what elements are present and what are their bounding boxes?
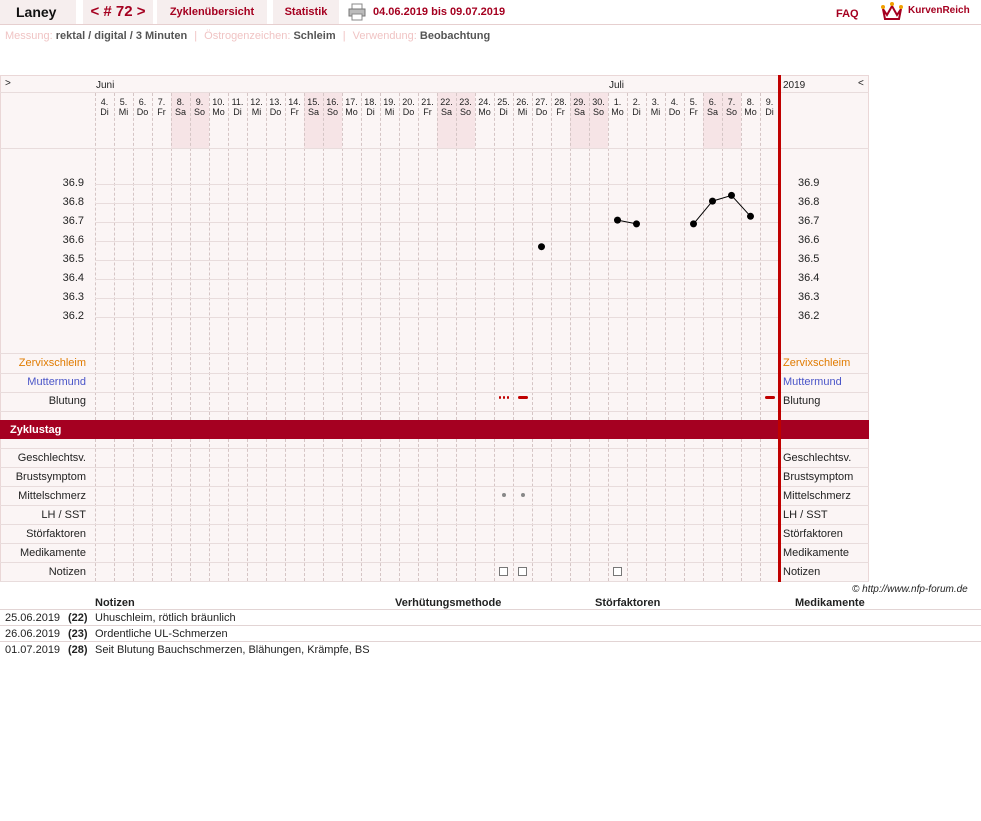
row-line <box>0 581 869 582</box>
crown-logo-icon <box>880 1 904 21</box>
y-tick-label-right: 36.4 <box>798 272 820 284</box>
y-tick-label: 36.7 <box>62 215 84 227</box>
lower-row-label-right-4: Störfaktoren <box>783 528 843 540</box>
day-number: 28. <box>554 97 567 107</box>
day-weekday: Mo <box>744 107 757 117</box>
day-gridline <box>418 93 419 420</box>
lower-row-label-right-5: Medikamente <box>783 547 850 559</box>
day-gridline <box>323 93 324 420</box>
day-number: 6. <box>138 97 147 107</box>
day-weekday: Mo <box>611 107 624 117</box>
day-number: 9. <box>195 97 204 107</box>
day-gridline <box>741 439 742 581</box>
bleeding-marker <box>765 396 775 399</box>
verwendung-value: Beobachtung <box>419 30 491 42</box>
day-gridline <box>703 93 704 420</box>
day-gridline <box>513 93 514 420</box>
copyright: © http://www.nfp-forum.de <box>852 584 968 595</box>
day-gridline <box>342 93 343 420</box>
row-label-2: Blutung <box>48 395 86 407</box>
row-line <box>0 448 869 449</box>
day-gridline <box>361 93 362 420</box>
note-icon[interactable] <box>499 567 508 576</box>
current-day-marker <box>778 75 781 582</box>
lower-row-label-4: Störfaktoren <box>26 528 86 540</box>
day-weekday: Sa <box>174 107 186 117</box>
day-weekday: Di <box>366 107 375 117</box>
row-line <box>0 392 869 393</box>
day-number: 18. <box>364 97 377 107</box>
day-number: 5. <box>119 97 128 107</box>
day-gridline <box>532 93 533 420</box>
info-line <box>5 30 490 42</box>
zyklustag-bar <box>0 420 869 439</box>
day-gridline <box>285 439 286 581</box>
y-tick-label: 36.3 <box>62 291 84 303</box>
day-gridline <box>551 93 552 420</box>
faq-link[interactable]: FAQ <box>836 8 859 20</box>
day-weekday: So <box>193 107 205 117</box>
day-weekday: Do <box>269 107 282 117</box>
day-number: 30. <box>592 97 605 107</box>
day-weekday: Di <box>100 107 109 117</box>
day-gridline <box>570 93 571 420</box>
month-label: Juli <box>609 80 625 91</box>
day-gridline <box>190 439 191 581</box>
note-icon[interactable] <box>613 567 622 576</box>
y-tick-label-right: 36.5 <box>798 253 820 265</box>
day-gridline <box>456 93 457 420</box>
verwendung-label: Verwendung: <box>352 30 417 42</box>
y-tick-label-right: 36.8 <box>798 196 820 208</box>
day-gridline <box>646 93 647 420</box>
y-tick-label: 36.8 <box>62 196 84 208</box>
day-number: 11. <box>231 97 244 107</box>
day-weekday: Fr <box>689 107 698 117</box>
day-gridline <box>684 93 685 420</box>
day-number: 21. <box>421 97 434 107</box>
bleeding-spot-marker <box>499 396 501 399</box>
day-number: 27. <box>535 97 548 107</box>
day-weekday: Mo <box>212 107 225 117</box>
bleeding-spot-marker <box>503 396 505 399</box>
y-tick-label-right: 36.7 <box>798 215 820 227</box>
day-gridline <box>133 93 134 420</box>
day-number: 1. <box>613 97 622 107</box>
day-number: 14. <box>288 97 301 107</box>
day-gridline <box>114 93 115 420</box>
table-row <box>0 642 981 657</box>
note-date: 26.06.2019 <box>5 628 61 640</box>
y-tick-label-right: 36.3 <box>798 291 820 303</box>
row-line <box>0 524 869 525</box>
lower-row-label-6: Notizen <box>48 566 86 578</box>
row-label-0: Zervixschleim <box>18 357 86 369</box>
row-label-right-0: Zervixschleim <box>783 357 851 369</box>
day-number: 7. <box>727 97 736 107</box>
notes-header-stoerfaktoren: Störfaktoren <box>595 597 661 609</box>
day-weekday: Fr <box>157 107 166 117</box>
day-weekday: So <box>592 107 604 117</box>
bleeding-spot-marker <box>507 396 509 399</box>
day-gridline <box>722 439 723 581</box>
chart-header-line <box>0 148 869 149</box>
day-gridline <box>266 93 267 420</box>
day-gridline <box>95 93 96 420</box>
day-number: 15. <box>307 97 320 107</box>
zyklustag-label: Zyklustag <box>10 424 62 436</box>
day-number: 12. <box>250 97 263 107</box>
day-number: 13. <box>269 97 282 107</box>
day-gridline <box>741 93 742 420</box>
y-tick-label: 36.4 <box>62 272 84 284</box>
row-line <box>0 562 869 563</box>
day-weekday: Mi <box>384 107 395 117</box>
day-gridline <box>95 439 96 581</box>
year-label: 2019 <box>783 80 806 91</box>
day-gridline <box>133 439 134 581</box>
mittelschmerz-marker <box>521 493 525 497</box>
day-weekday: Di <box>233 107 242 117</box>
note-day: (28) <box>68 644 88 656</box>
note-text: Seit Blutung Bauchschmerzen, Blähungen, Krämpfe, BS <box>95 644 370 656</box>
day-weekday: Do <box>668 107 681 117</box>
day-gridline <box>760 93 761 420</box>
row-line <box>0 505 869 506</box>
lower-row-label-0: Geschlechtsv. <box>17 452 86 464</box>
day-gridline <box>380 439 381 581</box>
note-day: (22) <box>68 612 88 624</box>
cycle-selector[interactable]: < # 72 > <box>83 0 153 24</box>
lower-row-label-right-6: Notizen <box>783 566 821 578</box>
row-label-1: Muttermund <box>27 376 86 388</box>
day-gridline <box>247 93 248 420</box>
day-gridline <box>209 93 210 420</box>
y-tick-label-right: 36.2 <box>798 310 820 322</box>
lower-row-label-3: LH / SST <box>41 509 86 521</box>
y-tick-label-right: 36.9 <box>798 177 820 189</box>
day-number: 10. <box>212 97 225 107</box>
temperature-gridline <box>95 241 779 242</box>
notes-header-medikamente: Medikamente <box>795 597 865 609</box>
day-weekday: Di <box>632 107 641 117</box>
day-gridline <box>342 439 343 581</box>
day-number: 8. <box>746 97 755 107</box>
day-gridline <box>722 93 723 420</box>
day-weekday: Mo <box>345 107 358 117</box>
day-weekday: Fr <box>423 107 432 117</box>
row-line <box>0 543 869 544</box>
oestrogen-value: Schleim <box>293 30 336 42</box>
day-gridline <box>418 439 419 581</box>
day-gridline <box>608 93 609 420</box>
day-number: 16. <box>326 97 339 107</box>
chart-header-line <box>0 92 869 93</box>
messung-value: rektal / digital / 3 Minuten <box>55 30 188 42</box>
day-weekday: Mi <box>517 107 528 117</box>
temperature-gridline <box>95 260 779 261</box>
day-gridline <box>247 439 248 581</box>
day-gridline <box>285 93 286 420</box>
y-tick-label: 36.9 <box>62 177 84 189</box>
day-number: 20. <box>402 97 415 107</box>
y-tick-label: 36.2 <box>62 310 84 322</box>
note-icon[interactable] <box>518 567 527 576</box>
temperature-gridline <box>95 279 779 280</box>
day-gridline <box>437 93 438 420</box>
day-gridline <box>627 439 628 581</box>
day-weekday: Sa <box>706 107 718 117</box>
day-gridline <box>380 93 381 420</box>
day-gridline <box>437 439 438 581</box>
day-gridline <box>323 439 324 581</box>
day-gridline <box>304 439 305 581</box>
day-gridline <box>171 439 172 581</box>
day-weekday: So <box>459 107 471 117</box>
day-number: 19. <box>383 97 396 107</box>
note-date: 25.06.2019 <box>5 612 61 624</box>
day-gridline <box>361 439 362 581</box>
lower-row-label-right-2: Mittelschmerz <box>783 490 851 502</box>
lower-row-label-5: Medikamente <box>19 547 86 559</box>
day-gridline <box>114 439 115 581</box>
temperature-gridline <box>95 298 779 299</box>
user-name: Laney <box>0 0 76 24</box>
row-line <box>0 467 869 468</box>
day-number: 3. <box>651 97 660 107</box>
day-gridline <box>399 439 400 581</box>
day-weekday: So <box>725 107 737 117</box>
day-gridline <box>190 93 191 420</box>
day-gridline <box>152 93 153 420</box>
day-gridline <box>703 439 704 581</box>
day-weekday: So <box>326 107 338 117</box>
day-weekday: Mi <box>650 107 661 117</box>
info-separator: | <box>342 30 346 42</box>
day-gridline <box>228 93 229 420</box>
day-number: 17. <box>345 97 358 107</box>
day-gridline <box>665 93 666 420</box>
day-weekday: Do <box>535 107 548 117</box>
day-weekday: Mi <box>251 107 262 117</box>
day-gridline <box>494 439 495 581</box>
day-gridline <box>760 439 761 581</box>
day-gridline <box>665 439 666 581</box>
day-gridline <box>608 439 609 581</box>
day-gridline <box>532 439 533 581</box>
day-gridline <box>266 439 267 581</box>
row-label-right-1: Muttermund <box>783 376 842 388</box>
oestrogen-label: Östrogenzeichen: <box>204 30 291 42</box>
row-line <box>0 373 869 374</box>
day-weekday: Fr <box>556 107 565 117</box>
temperature-gridline <box>95 203 779 204</box>
day-gridline <box>551 439 552 581</box>
bleeding-marker <box>518 396 528 399</box>
tab-statistik[interactable]: Statistik <box>273 0 339 24</box>
day-number: 4. <box>100 97 109 107</box>
day-weekday: Do <box>136 107 149 117</box>
nav-next-button[interactable]: < <box>858 78 864 89</box>
day-number: 8. <box>176 97 185 107</box>
temperature-gridline <box>95 317 779 318</box>
row-line <box>0 486 869 487</box>
row-line <box>0 411 869 412</box>
info-separator: | <box>194 30 198 42</box>
day-gridline <box>475 439 476 581</box>
month-label: Juni <box>96 80 115 91</box>
mittelschmerz-marker <box>502 493 506 497</box>
day-number: 4. <box>670 97 679 107</box>
notes-header-verhuetung: Verhütungsmethode <box>395 597 502 609</box>
day-gridline <box>646 439 647 581</box>
day-number: 29. <box>573 97 586 107</box>
day-gridline <box>304 93 305 420</box>
temperature-gridline <box>95 184 779 185</box>
day-gridline <box>456 439 457 581</box>
day-weekday: Sa <box>307 107 319 117</box>
day-gridline <box>589 93 590 420</box>
day-gridline <box>209 439 210 581</box>
table-row <box>0 626 981 642</box>
day-number: 22. <box>440 97 453 107</box>
y-tick-label-right: 36.6 <box>798 234 820 246</box>
day-weekday: Do <box>402 107 415 117</box>
day-gridline <box>570 439 571 581</box>
row-line <box>0 353 869 354</box>
day-gridline <box>152 439 153 581</box>
date-range: 04.06.2019 bis 09.07.2019 <box>373 6 506 18</box>
day-weekday: Fr <box>290 107 299 117</box>
note-text: Ordentliche UL-Schmerzen <box>95 628 228 640</box>
nav-prev-button[interactable]: > <box>5 78 11 89</box>
day-number: 25. <box>497 97 510 107</box>
row-label-right-2: Blutung <box>783 395 821 407</box>
day-weekday: Sa <box>440 107 452 117</box>
day-weekday: Mi <box>118 107 129 117</box>
day-gridline <box>513 439 514 581</box>
day-weekday: Di <box>765 107 774 117</box>
day-number: 9. <box>765 97 774 107</box>
day-gridline <box>171 93 172 420</box>
day-weekday: Sa <box>573 107 585 117</box>
lower-row-label-right-1: Brustsymptom <box>783 471 854 483</box>
header-divider <box>0 24 981 25</box>
day-number: 7. <box>157 97 166 107</box>
day-gridline <box>399 93 400 420</box>
printer-icon[interactable] <box>348 3 366 21</box>
tab-zyklenuebersicht[interactable]: Zyklenübersicht <box>157 0 267 24</box>
day-number: 23. <box>459 97 472 107</box>
note-text: Uhuschleim, rötlich bräunlich <box>95 612 236 624</box>
notes-header-notizen: Notizen <box>95 597 135 609</box>
day-gridline <box>589 439 590 581</box>
day-number: 26. <box>516 97 529 107</box>
y-tick-label: 36.5 <box>62 253 84 265</box>
logo-text[interactable]: KurvenReich <box>908 5 970 16</box>
y-tick-label: 36.6 <box>62 234 84 246</box>
day-gridline <box>228 439 229 581</box>
note-date: 01.07.2019 <box>5 644 61 656</box>
day-gridline <box>494 93 495 420</box>
day-gridline <box>684 439 685 581</box>
day-number: 5. <box>689 97 698 107</box>
temperature-gridline <box>95 222 779 223</box>
lower-row-label-right-3: LH / SST <box>783 509 828 521</box>
note-day: (23) <box>68 628 88 640</box>
day-gridline <box>627 93 628 420</box>
lower-row-label-1: Brustsymptom <box>15 471 86 483</box>
day-number: 24. <box>478 97 491 107</box>
day-number: 6. <box>708 97 717 107</box>
lower-row-label-right-0: Geschlechtsv. <box>783 452 852 464</box>
table-row <box>0 610 981 626</box>
lower-row-label-2: Mittelschmerz <box>18 490 86 502</box>
messung-label: Messung: <box>5 30 53 42</box>
day-weekday: Mo <box>478 107 491 117</box>
day-weekday: Di <box>499 107 508 117</box>
day-gridline <box>475 93 476 420</box>
day-number: 2. <box>632 97 641 107</box>
